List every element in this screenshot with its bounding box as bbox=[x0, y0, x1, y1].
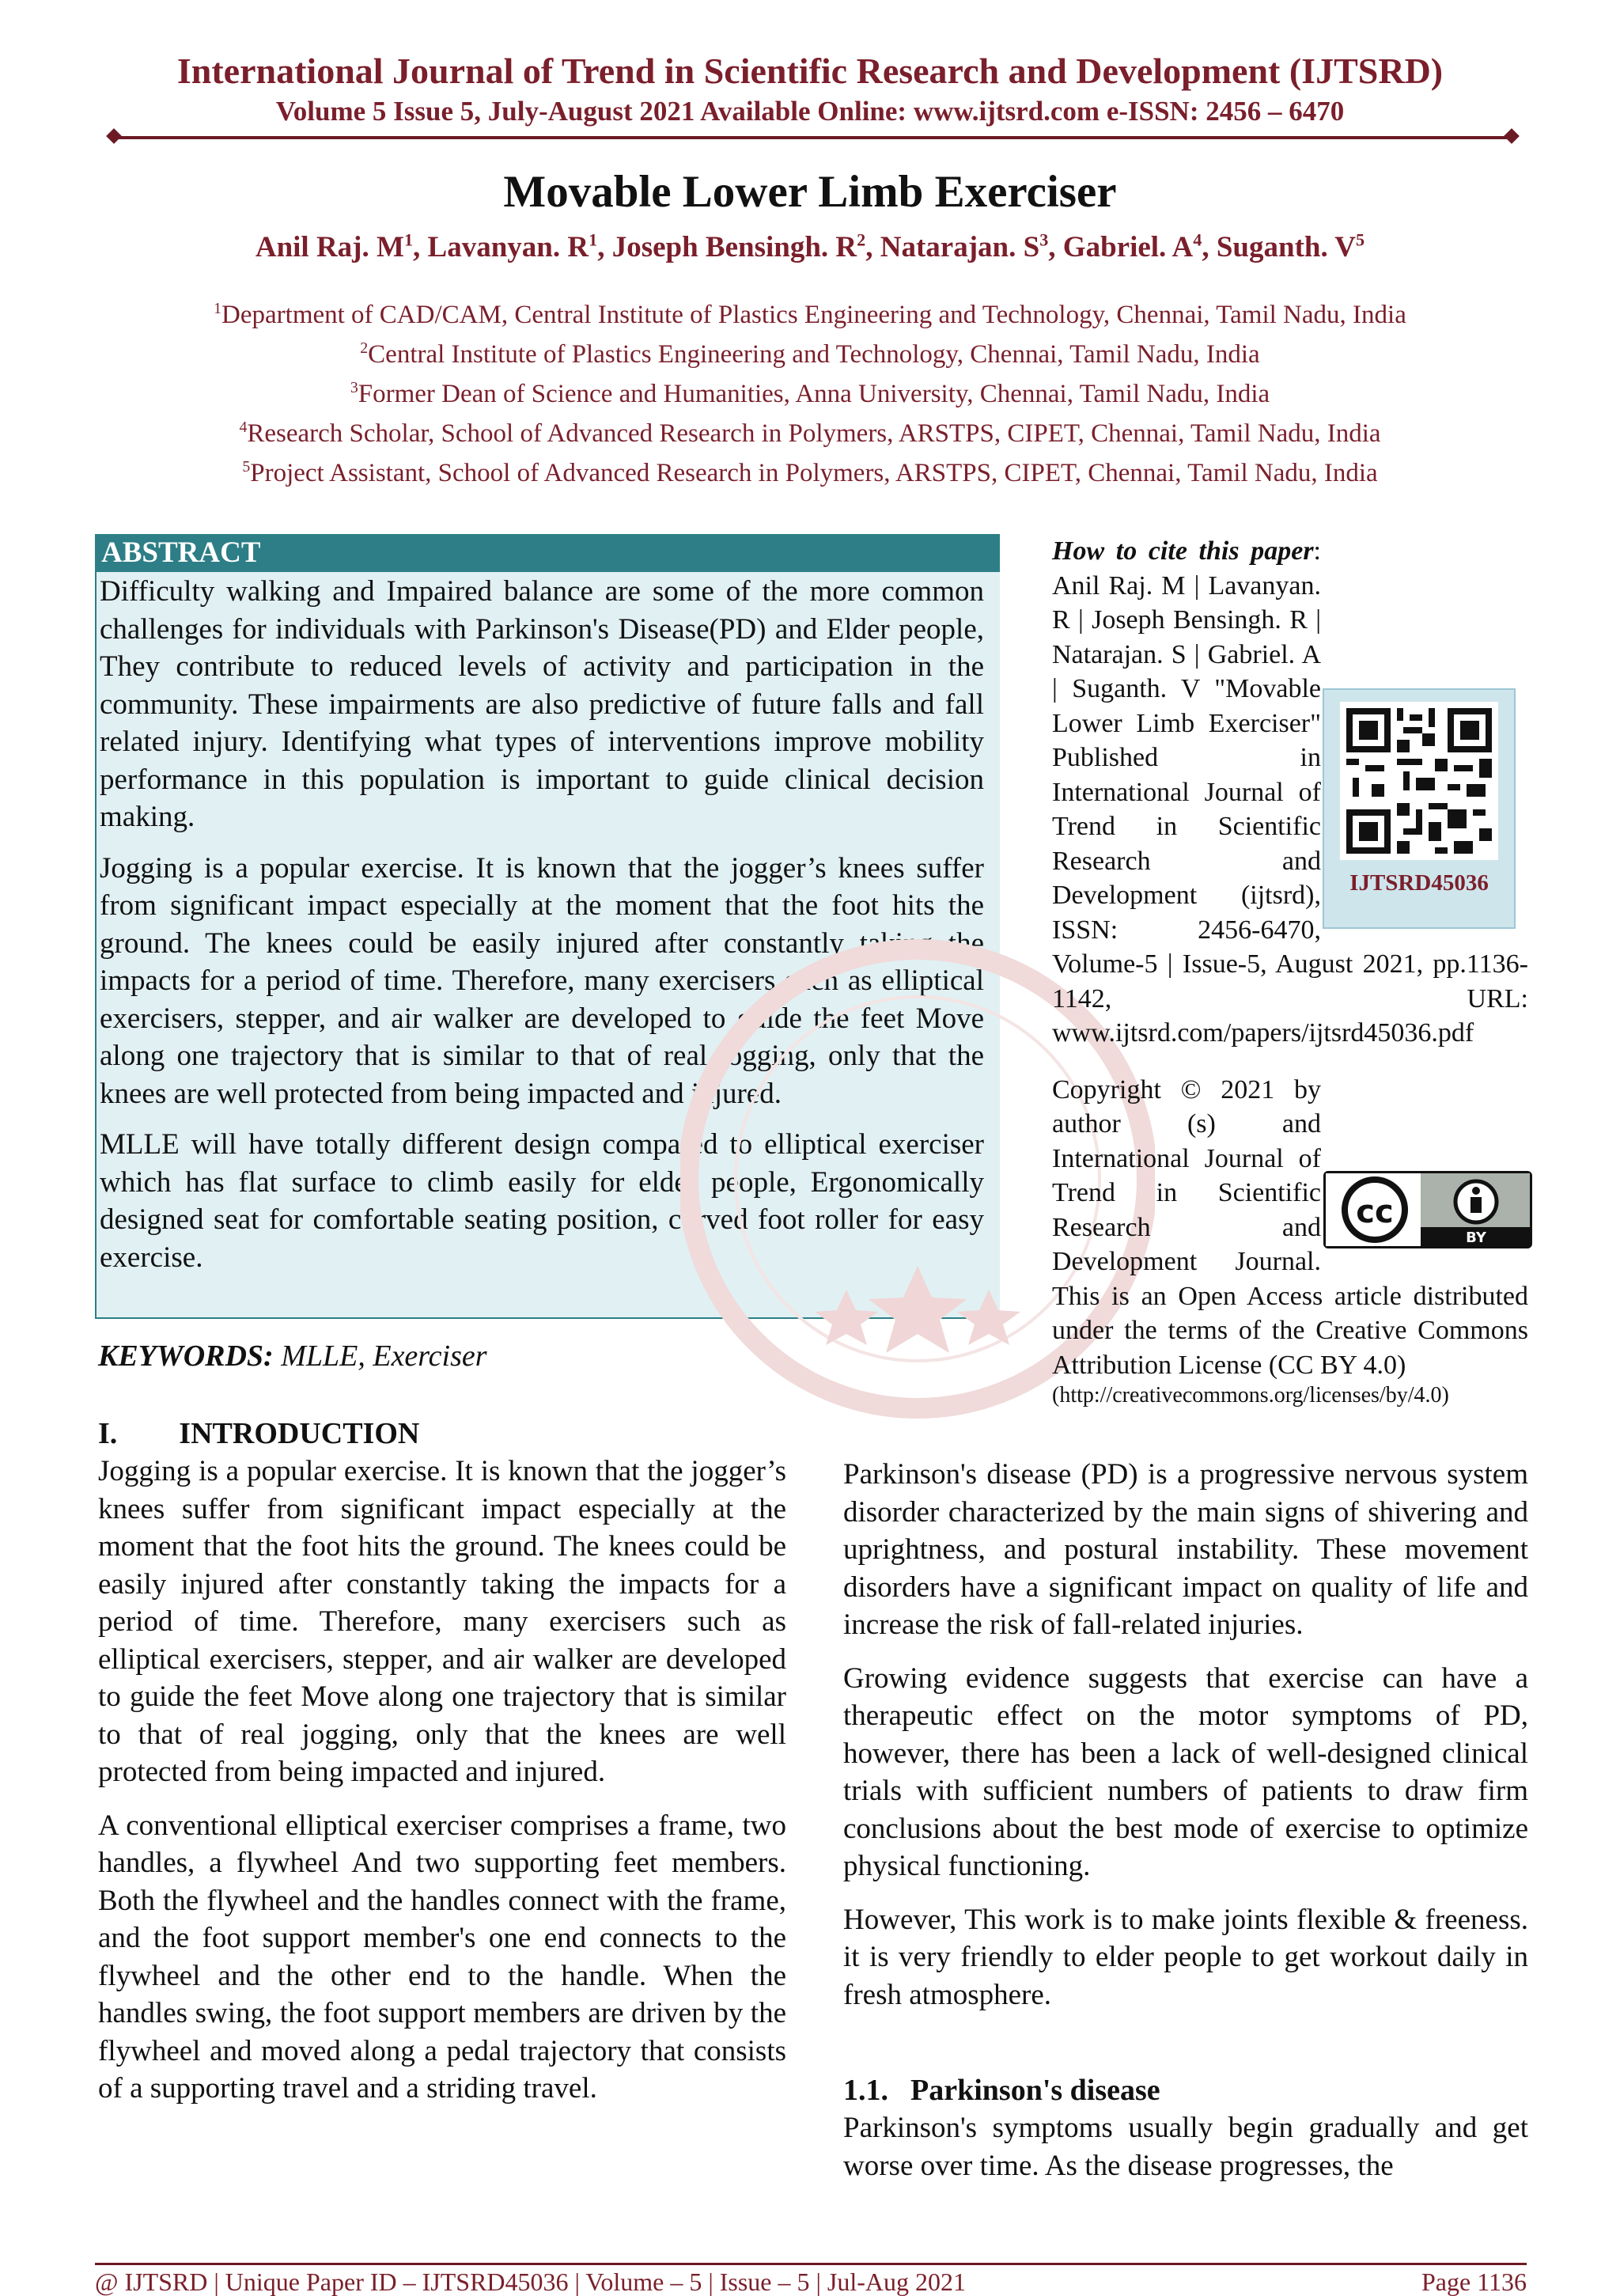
author-name: Suganth. V bbox=[1216, 231, 1357, 263]
author-affiliation-mark: 1 bbox=[403, 229, 414, 250]
author-name: Joseph Bensingh. R bbox=[611, 231, 857, 263]
creative-commons-icon bbox=[1326, 1173, 1530, 1246]
author-name: Lavanyan. R bbox=[427, 231, 589, 263]
page-footer bbox=[95, 2268, 1527, 2296]
cc-by-badge bbox=[1323, 1171, 1532, 1248]
affiliation-2: $^2$Central Institute of Plastics Engineering and Technology, Chennai, Tamil Nadu, India bbox=[360, 339, 1260, 369]
abstract-paragraph: Jogging is a popular exercise. It is known that the jogger’s knees suffer from significant impact especially at the moment that the foot hits the ground. The knees could be easily injured after constantly taking the impacts for a period of time. Therefore, many exercisers such as elliptical exercisers, stepper, and air walker are developed to guide the feet Move along one trajectory that is similar to that of real jogging, only that the knees are well protected from being impacted and injured. bbox=[100, 851, 984, 1110]
abstract-paragraph: Difficulty walking and Impaired balance are some of the more common challenges for individuals with Parkinson's Disease(PD) and Elder people, They contribute to reduced levels of activity and participation in the community. These impairments are also predictive of future falls and fall related injury. Identifying what types of interventions improve mobility performance in this population is important to guide clinical decision making. bbox=[100, 575, 984, 833]
abstract-paragraph: MLLE will have totally different design compared to elliptical exerciser which has flat surface to climb easily for elder people, Ergonomically designed seat for comfortable seating position, curved foot roller for easy exercise. bbox=[100, 1128, 984, 1274]
author-name: Gabriel. A bbox=[1062, 231, 1194, 263]
affiliation-5: $^5$Project Assistant, School of Advanced Research in Polymers, ARSTPS, CIPET, Chennai, Tamil Nadu, India bbox=[242, 458, 1378, 487]
abstract-heading: ABSTRACT bbox=[101, 536, 261, 569]
journal-name: International Journal of Trend in Scientific Research and Development (IJTSRD) bbox=[176, 51, 1444, 91]
right-column bbox=[843, 1456, 1528, 2029]
author-affiliation-mark: 2 bbox=[857, 229, 866, 250]
affiliation-4: $^4$Research Scholar, School of Advanced Research in Polymers, ARSTPS, CIPET, Chennai, Tamil Nadu, India bbox=[239, 419, 1381, 448]
cc-text: cc bbox=[1356, 1194, 1394, 1230]
page-number: Page 1136 bbox=[1421, 2268, 1527, 2296]
affiliation-1: $^1$Department of CAD/CAM, Central Institute of Plastics Engineering and Technology, Chennai, Tamil Nadu, India bbox=[214, 300, 1406, 329]
affiliation-3: $^3$Former Dean of Science and Humanities, Anna University, Chennai, Tamil Nadu, India bbox=[350, 379, 1270, 408]
qr-code-icon bbox=[1340, 702, 1498, 860]
by-text: BY bbox=[1466, 1229, 1486, 1246]
section-heading-introduction bbox=[98, 1416, 419, 1451]
subsection-text bbox=[843, 2109, 1528, 2184]
author-list: Anil Raj. $M^1$, Lavanyan. $R^1$, Joseph Bensingh. $R^2$, Natarajan. $S^3$, Gabriel. $A^4$, Suganth. $V^5$ bbox=[255, 229, 1365, 263]
license-url[interactable]: (http://creativecommons.org/licenses/by/4.0) bbox=[1052, 1383, 1449, 1408]
qr-code-box bbox=[1323, 688, 1516, 929]
left-column bbox=[98, 1453, 786, 2124]
citation-label: How to cite this paper bbox=[1052, 536, 1314, 566]
paper-title: Movable Lower Limb Exerciser bbox=[503, 167, 1117, 217]
section-title: INTRODUCTION bbox=[179, 1417, 420, 1450]
subsection-heading bbox=[843, 2073, 1160, 2108]
footer-info: @ IJTSRD | Unique Paper ID – IJTSRD45036 | Volume – 5 | Issue – 5 | Jul-Aug 2021 bbox=[95, 2268, 966, 2296]
citation-block bbox=[1052, 534, 1528, 1431]
author-affiliation-mark: 5 bbox=[1356, 229, 1365, 250]
author-affiliation-mark: 3 bbox=[1039, 229, 1049, 250]
section-number: I. bbox=[98, 1417, 118, 1450]
body-paragraph: Parkinson's symptoms usually begin gradually and get worse over time. As the disease progresses, the bbox=[843, 2112, 1528, 2182]
keywords-label: KEYWORDS: bbox=[98, 1339, 274, 1373]
citation-text: : Anil Raj. M | Lavanyan. R | Joseph Bensingh. R | Natarajan. S | Gabriel. A | Suganth. V "Movable Lower Limb Exerciser" Published in International Journal of Trend in Scientific Research and Development (ijtsrd), ISSN: 2456-6470, Volume-5 | Issue-5, August 2021, pp.1136-1142, URL: www.ijtsrd.com/papers/ijtsrd45036.pdf bbox=[1052, 536, 1528, 1048]
body-paragraph: Jogging is a popular exercise. It is known that the jogger’s knees suffer from significant impact especially at the moment that the foot hits the ground. The knees could be easily injured after constantly taking the impacts for a period of time. Therefore, many exercisers such as elliptical exercisers, stepper, and air walker are developed to guide the feet Move along one trajectory that is similar to that of real jogging, only that the knees are well protected from being impacted and injured. bbox=[98, 1455, 786, 1788]
journal-issue-line: Volume 5 Issue 5, July-August 2021 Available Online: www.ijtsrd.com e-ISSN: 2456 – 6470 bbox=[275, 96, 1345, 127]
body-paragraph: Parkinson's disease (PD) is a progressive nervous system disorder characterized by the main signs of shivering and uprightness, and postural instability. These movement disorders have a significant impact on quality of life and increase the risk of fall-related injuries. bbox=[843, 1458, 1528, 1641]
subsection-title: Parkinson's disease bbox=[910, 2074, 1160, 2107]
copyright-text: Copyright © 2021 by author (s) and International Journal of Trend in Scientific Research and Development Journal. This is an Open Access article distributed under the terms of the Creative Commons Attribution License (CC BY 4.0) bbox=[1052, 1074, 1528, 1380]
author-affiliation-mark: 4 bbox=[1193, 229, 1202, 250]
header-rule bbox=[115, 136, 1511, 139]
body-paragraph: However, This work is to make joints flexible & freeness. it is very friendly to elder people to get workout daily in fresh atmosphere. bbox=[843, 1903, 1528, 2011]
author-affiliation-mark: 1 bbox=[589, 229, 598, 250]
abstract-heading-bar bbox=[95, 534, 1000, 572]
subsection-number: 1.1. bbox=[843, 2074, 888, 2107]
body-paragraph: A conventional elliptical exerciser comprises a frame, two handles, a flywheel And two supporting feet members. Both the flywheel and the handles connect with the frame, and the foot support member's one end connects to the flywheel and the other end to the handle. When the handles swing, the foot support members are driven by the flywheel and moved along a pedal trajectory that consists of a supporting travel and a striding travel. bbox=[98, 1809, 786, 2105]
keywords-text: MLLE, Exerciser bbox=[273, 1339, 487, 1373]
qr-code-label: IJTSRD45036 bbox=[1349, 870, 1489, 896]
body-paragraph: Growing evidence suggests that exercise can have a therapeutic effect on the motor symptoms of PD, however, there has been a lack of well-designed clinical trials with sufficient numbers of patients to draw firm conclusions about the best mode of exercise to optimize physical functioning. bbox=[843, 1661, 1528, 1882]
keywords bbox=[98, 1339, 487, 1373]
author-name: Natarajan. S bbox=[880, 231, 1040, 263]
footer-rule bbox=[95, 2263, 1527, 2265]
author-name: Anil Raj. M bbox=[255, 231, 404, 263]
